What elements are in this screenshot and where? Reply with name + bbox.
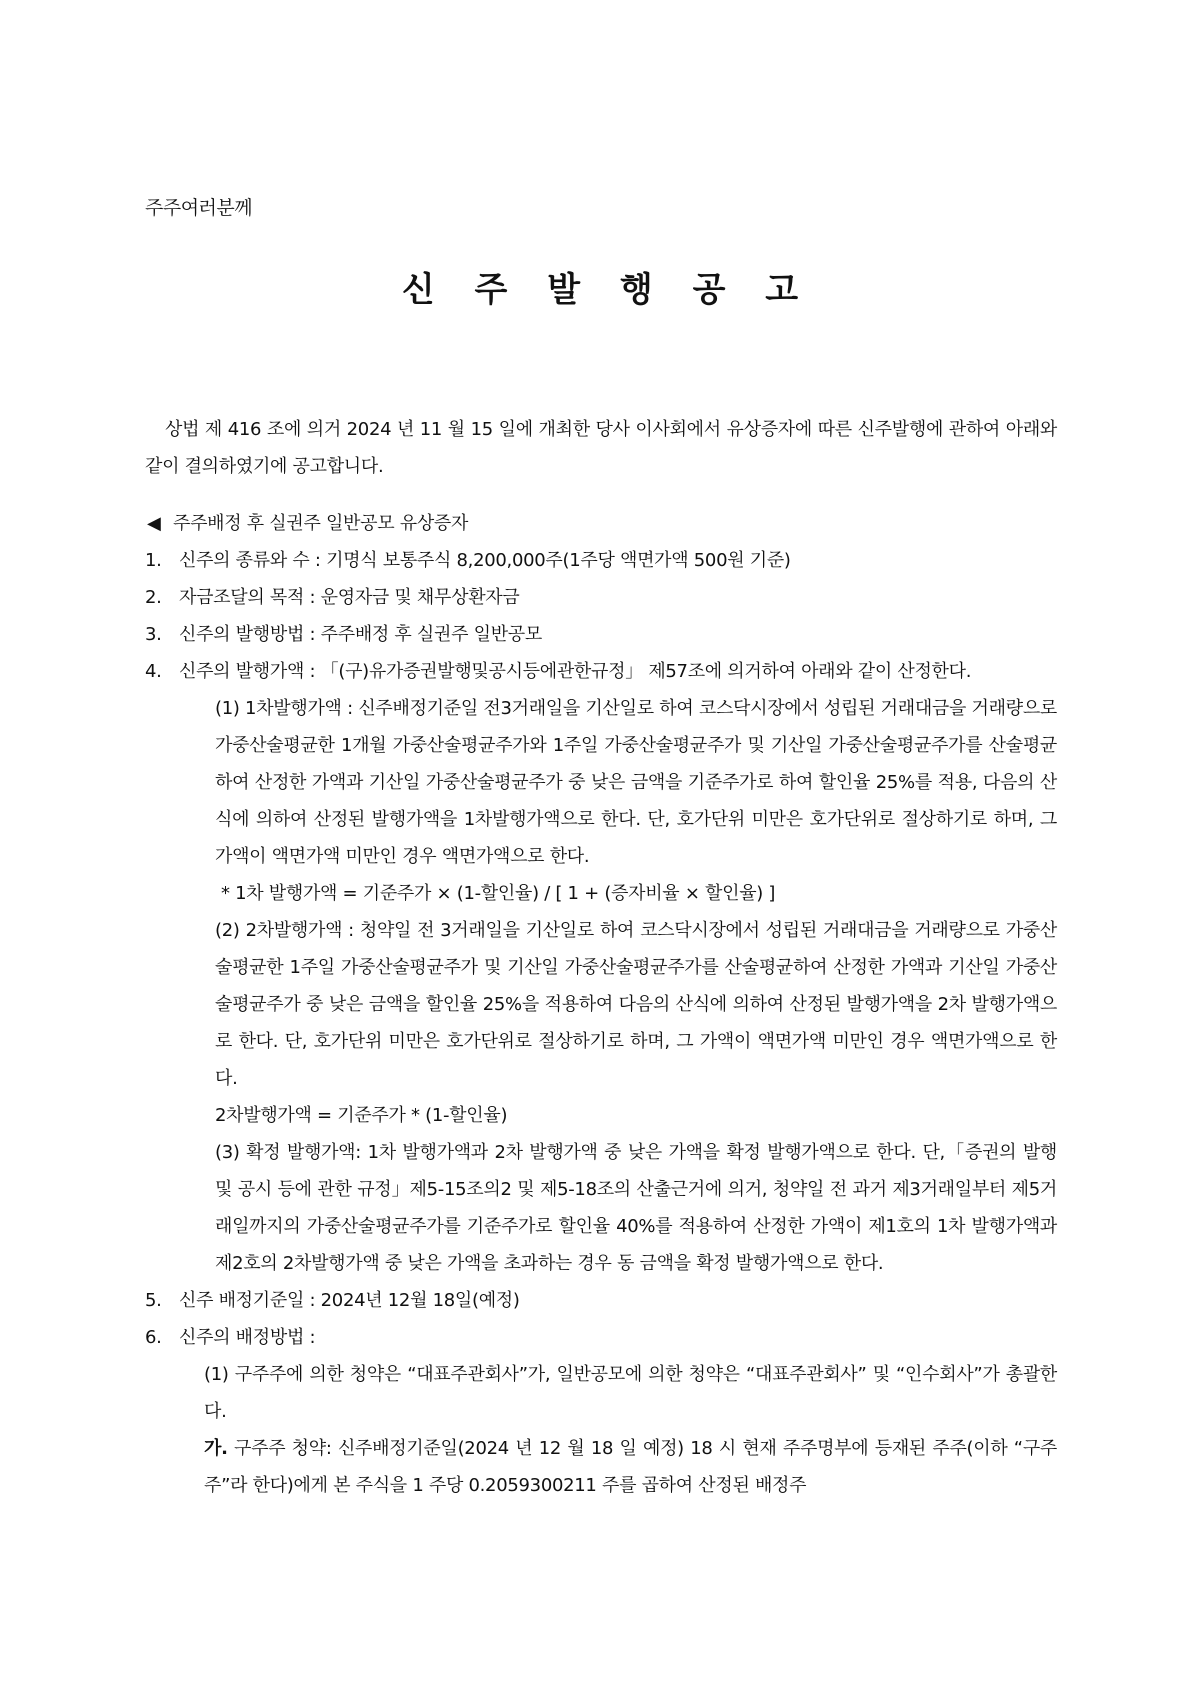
item-number: 4. <box>145 661 162 682</box>
triangle-left-icon: ◀ <box>147 513 161 534</box>
item-number: 5. <box>145 1290 162 1311</box>
summary-line <box>145 505 1057 542</box>
list-item <box>145 1282 1057 1319</box>
list-item <box>145 542 1057 579</box>
first-price-paragraph: (1) 1차발행가액 : 신주배정기준일 전3거래일을 기산일로 하여 코스닥시장에서 성립된 거래대금을 거래량으로 가중산술평균한 1개월 가중산술평균주가와 1주일 가중산술평균주가 및 기산일 가중산술평균주가를 산술평균하여 산정한 가액과 기산일 가중산술평균주가 중 낮은 금액을 기준주가로 하여 할인율 25%를 적용, 다음의 산식에 의하여 산정된 발행가액을 1차발행가액으로 한다. 단, 호가단위 미만은 호가단위로 절상하기로 하며, 그 가액이 액면가액 미만인 경우 액면가액으로 한다. <box>215 698 1057 867</box>
list-item <box>145 1319 1057 1356</box>
notice-body <box>145 505 1057 1504</box>
item-number: 1. <box>145 550 162 571</box>
item-text: 신주의 배정방법 : <box>179 1327 316 1348</box>
list-item <box>145 653 1057 690</box>
second-price-paragraph: (2) 2차발행가액 : 청약일 전 3거래일을 기산일로 하여 코스닥시장에서 성립된 거래대금을 거래량으로 가중산술평균한 1주일 가중산술평균주가 및 기산일 가중산술평균주가를 산술평균하여 산정한 가액과 기산일 가중산술평균주가 중 낮은 금액을 할인율 25%을 적용하여 다음의 산식에 의하여 산정된 발행가액을 2차 발행가액으로 한다. 단, 호가단위 미만은 호가단위로 절상하기로 하며, 그 가액이 액면가액 미만인 경우 액면가액으로 한다. <box>215 920 1057 1089</box>
clause-label: 가. <box>204 1438 228 1459</box>
second-price-formula: 2차발행가액 = 기준주가 * (1-할인율) <box>215 1105 508 1126</box>
clause-text: 구주주 청약: 신주배정기준일(2024 년 12 월 18 일 예정) 18 시 현재 주주명부에 등재된 주주(이하 “구주주”라 한다)에게 본 주식을 1 주당 0.2059300211 주를 곱하여 산정된 배정주 <box>204 1438 1058 1496</box>
greeting: 주주여러분께 <box>145 197 253 219</box>
item-number: 6. <box>145 1327 162 1348</box>
list-item <box>145 616 1057 653</box>
item-text: 자금조달의 목적 : 운영자금 및 채무상환자금 <box>179 587 520 608</box>
item-number: 2. <box>145 587 162 608</box>
existing-shareholder-paragraph <box>145 1430 1057 1504</box>
item-text: 신주의 발행가액 : 「(구)유가증권발행및공시등에관한규정」 제57조에 의거하여 아래와 같이 산정한다. <box>179 661 972 682</box>
item-number: 3. <box>145 624 162 645</box>
intro-paragraph: 상법 제 416 조에 의거 2024 년 11 월 15 일에 개최한 당사 이사회에서 유상증자에 따른 신주발행에 관하여 아래와 같이 결의하였기에 공고합니다. <box>145 419 1057 477</box>
first-price-formula: * 1차 발행가액 = 기준주가 × (1-할인율) / [ 1 + (증자비율 × 할인율) ] <box>221 883 776 904</box>
item-text: 신주의 발행방법 : 주주배정 후 실권주 일반공모 <box>179 624 542 645</box>
item-text: 신주의 종류와 수 : 기명식 보통주식 8,200,000주(1주당 액면가액 500원 기준) <box>179 550 791 571</box>
item-text: 신주 배정기준일 : 2024년 12월 18일(예정) <box>179 1290 520 1311</box>
allocation-paragraph: (1) 구주주에 의한 청약은 “대표주관회사”가, 일반공모에 의한 청약은 “대표주관회사” 및 “인수회사”가 총괄한다. <box>204 1364 1057 1422</box>
final-price-paragraph: (3) 확정 발행가액: 1차 발행가액과 2차 발행가액 중 낮은 가액을 확정 발행가액으로 한다. 단,「증권의 발행 및 공시 등에 관한 규정」제5-15조의2 및 제5-18조의 산출근거에 의거, 청약일 전 과거 제3거래일부터 제5거래일까지의 가중산술평균주가를 기준주가로 할인율 40%를 적용하여 산정한 가액이 제1호의 1차 발행가액과 제2호의 2차발행가액 중 낮은 가액을 초과하는 경우 동 금액을 확정 발행가액으로 한다. <box>215 1142 1057 1274</box>
list-item <box>145 579 1057 616</box>
summary-text: 주주배정 후 실권주 일반공모 유상증자 <box>173 513 469 534</box>
page-title: 신 주 발 행 공 고 <box>401 270 813 310</box>
